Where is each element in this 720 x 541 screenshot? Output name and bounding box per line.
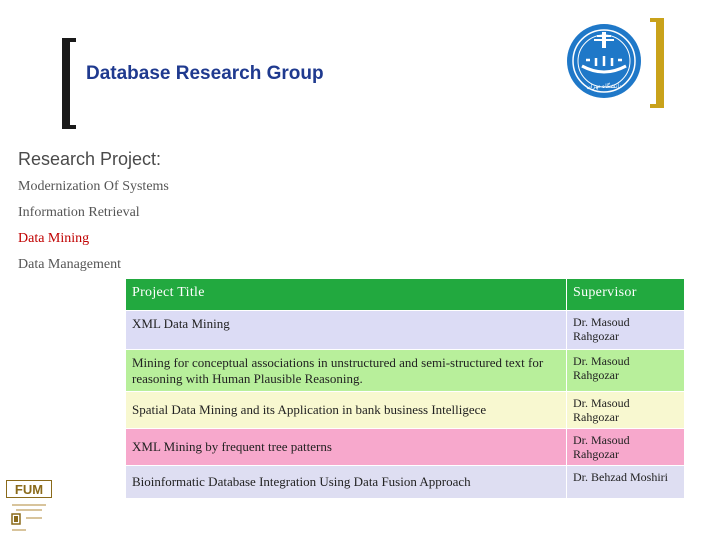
project-title-cell: XML Data Mining [126, 311, 567, 350]
topic-data-management: Data Management [18, 257, 122, 272]
university-logo-icon [566, 22, 642, 100]
table-row [126, 429, 685, 466]
project-title-cell: Spatial Data Mining and its Application in bank business Intelligece [126, 392, 567, 429]
topic-data-mining: Data Mining [18, 231, 90, 246]
topic-modernization: Modernization Of Systems [18, 179, 169, 194]
supervisor-cell: Dr. Masoud Rahgozar [567, 311, 685, 350]
fum-logo [6, 480, 52, 536]
supervisor-cell: Dr. Behzad Moshiri [567, 466, 685, 499]
project-title-cell: Bioinformatic Database Integration Using Data Fusion Approach [126, 466, 567, 499]
supervisor-cell: Dr. Masoud Rahgozar [567, 350, 685, 392]
supervisor-cell: Dr. Masoud Rahgozar [567, 429, 685, 466]
svg-text:دانشگاه تهران: دانشگاه تهران [586, 83, 622, 90]
supervisor-cell: Dr. Masoud Rahgozar [567, 392, 685, 429]
table-header-row [126, 279, 685, 311]
page-title: Database Research Group [86, 63, 324, 84]
project-title-cell: XML Mining by frequent tree patterns [126, 429, 567, 466]
table-row [126, 350, 685, 392]
table-row [126, 466, 685, 499]
column-header-project-title: Project Title [126, 279, 567, 311]
research-project-heading: Research Project: [18, 149, 162, 169]
fum-logo-label: FUM [6, 480, 52, 498]
column-header-supervisor: Supervisor [567, 279, 685, 311]
table-row [126, 311, 685, 350]
projects-table [125, 278, 685, 499]
right-bracket-decoration [650, 18, 664, 108]
project-title-cell: Mining for conceptual associations in unstructured and semi-structured text for reasoning with Human Plausible Reasoning. [126, 350, 567, 392]
left-bracket-decoration [62, 38, 76, 129]
table-row [126, 392, 685, 429]
fum-emblem-icon [6, 498, 52, 536]
topic-information-retrieval: Information Retrieval [18, 205, 140, 220]
